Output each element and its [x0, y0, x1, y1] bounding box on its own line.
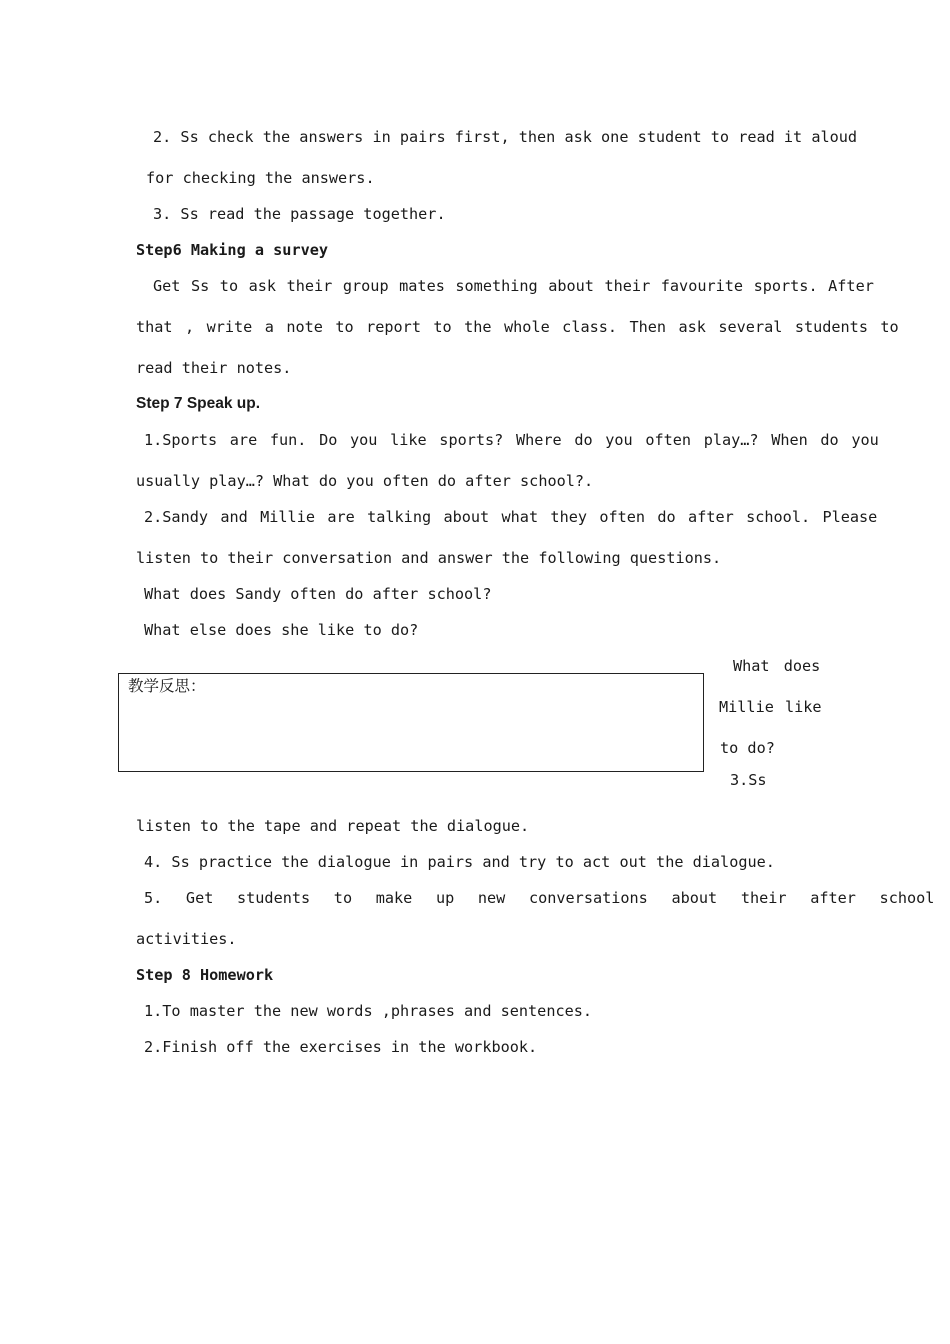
step7-question3-line2: Millie like — [719, 698, 822, 716]
step7-question1: What does Sandy often do after school? — [144, 585, 492, 603]
step8-heading: Step 8 Homework — [136, 966, 274, 984]
step7-item2-line1: 2.Sandy and Millie are talking about what they often do after school. Please — [144, 508, 878, 526]
step6-line2: that , write a note to report to the whole class. Then ask several students to — [136, 318, 899, 336]
step7-item1-line1: 1.Sports are fun. Do you like sports? Where do you often play…? When do you — [144, 431, 879, 449]
step6-line1: Get Ss to ask their group mates something about their favourite sports. After — [153, 277, 874, 295]
step7-heading: Step 7 Speak up. — [136, 395, 261, 412]
step5-item2-line1-text: 2. Ss check the answers in pairs first, then ask one student to read it aloud — [153, 128, 858, 146]
step7-question2: What else does she like to do? — [144, 621, 419, 639]
step6-heading: Step6 Making a survey — [136, 241, 329, 259]
step7-item4: 4. Ss practice the dialogue in pairs and try to act out the dialogue. — [144, 853, 775, 871]
step7-item5-line1: 5. Get students to make up new conversations about their after school — [144, 889, 935, 907]
step6-line3: read their notes. — [136, 359, 292, 377]
step5-item2-line2: for checking the answers. — [146, 169, 375, 187]
step7-item5-line2: activities. — [136, 930, 237, 948]
reflection-box — [118, 673, 704, 772]
reflection-label: 教学反思： — [128, 677, 206, 695]
step5-item3: 3. Ss read the passage together. — [153, 205, 446, 223]
step7-question3-line1: What does — [733, 657, 821, 675]
step7-question3-line3: to do? — [720, 739, 775, 757]
step7-item3-start: 3.Ss — [730, 771, 767, 789]
step8-item1: 1.To master the new words ,phrases and sentences. — [144, 1002, 593, 1020]
step5-item2-line1 — [153, 127, 858, 147]
step7-item1-line2: usually play…? What do you often do after school?. — [136, 472, 594, 490]
step8-item2: 2.Finish off the exercises in the workbook. — [144, 1038, 538, 1056]
step7-item2-line2: listen to their conversation and answer the following questions. — [136, 549, 722, 567]
step7-item3-rest: listen to the tape and repeat the dialogue. — [136, 817, 530, 835]
